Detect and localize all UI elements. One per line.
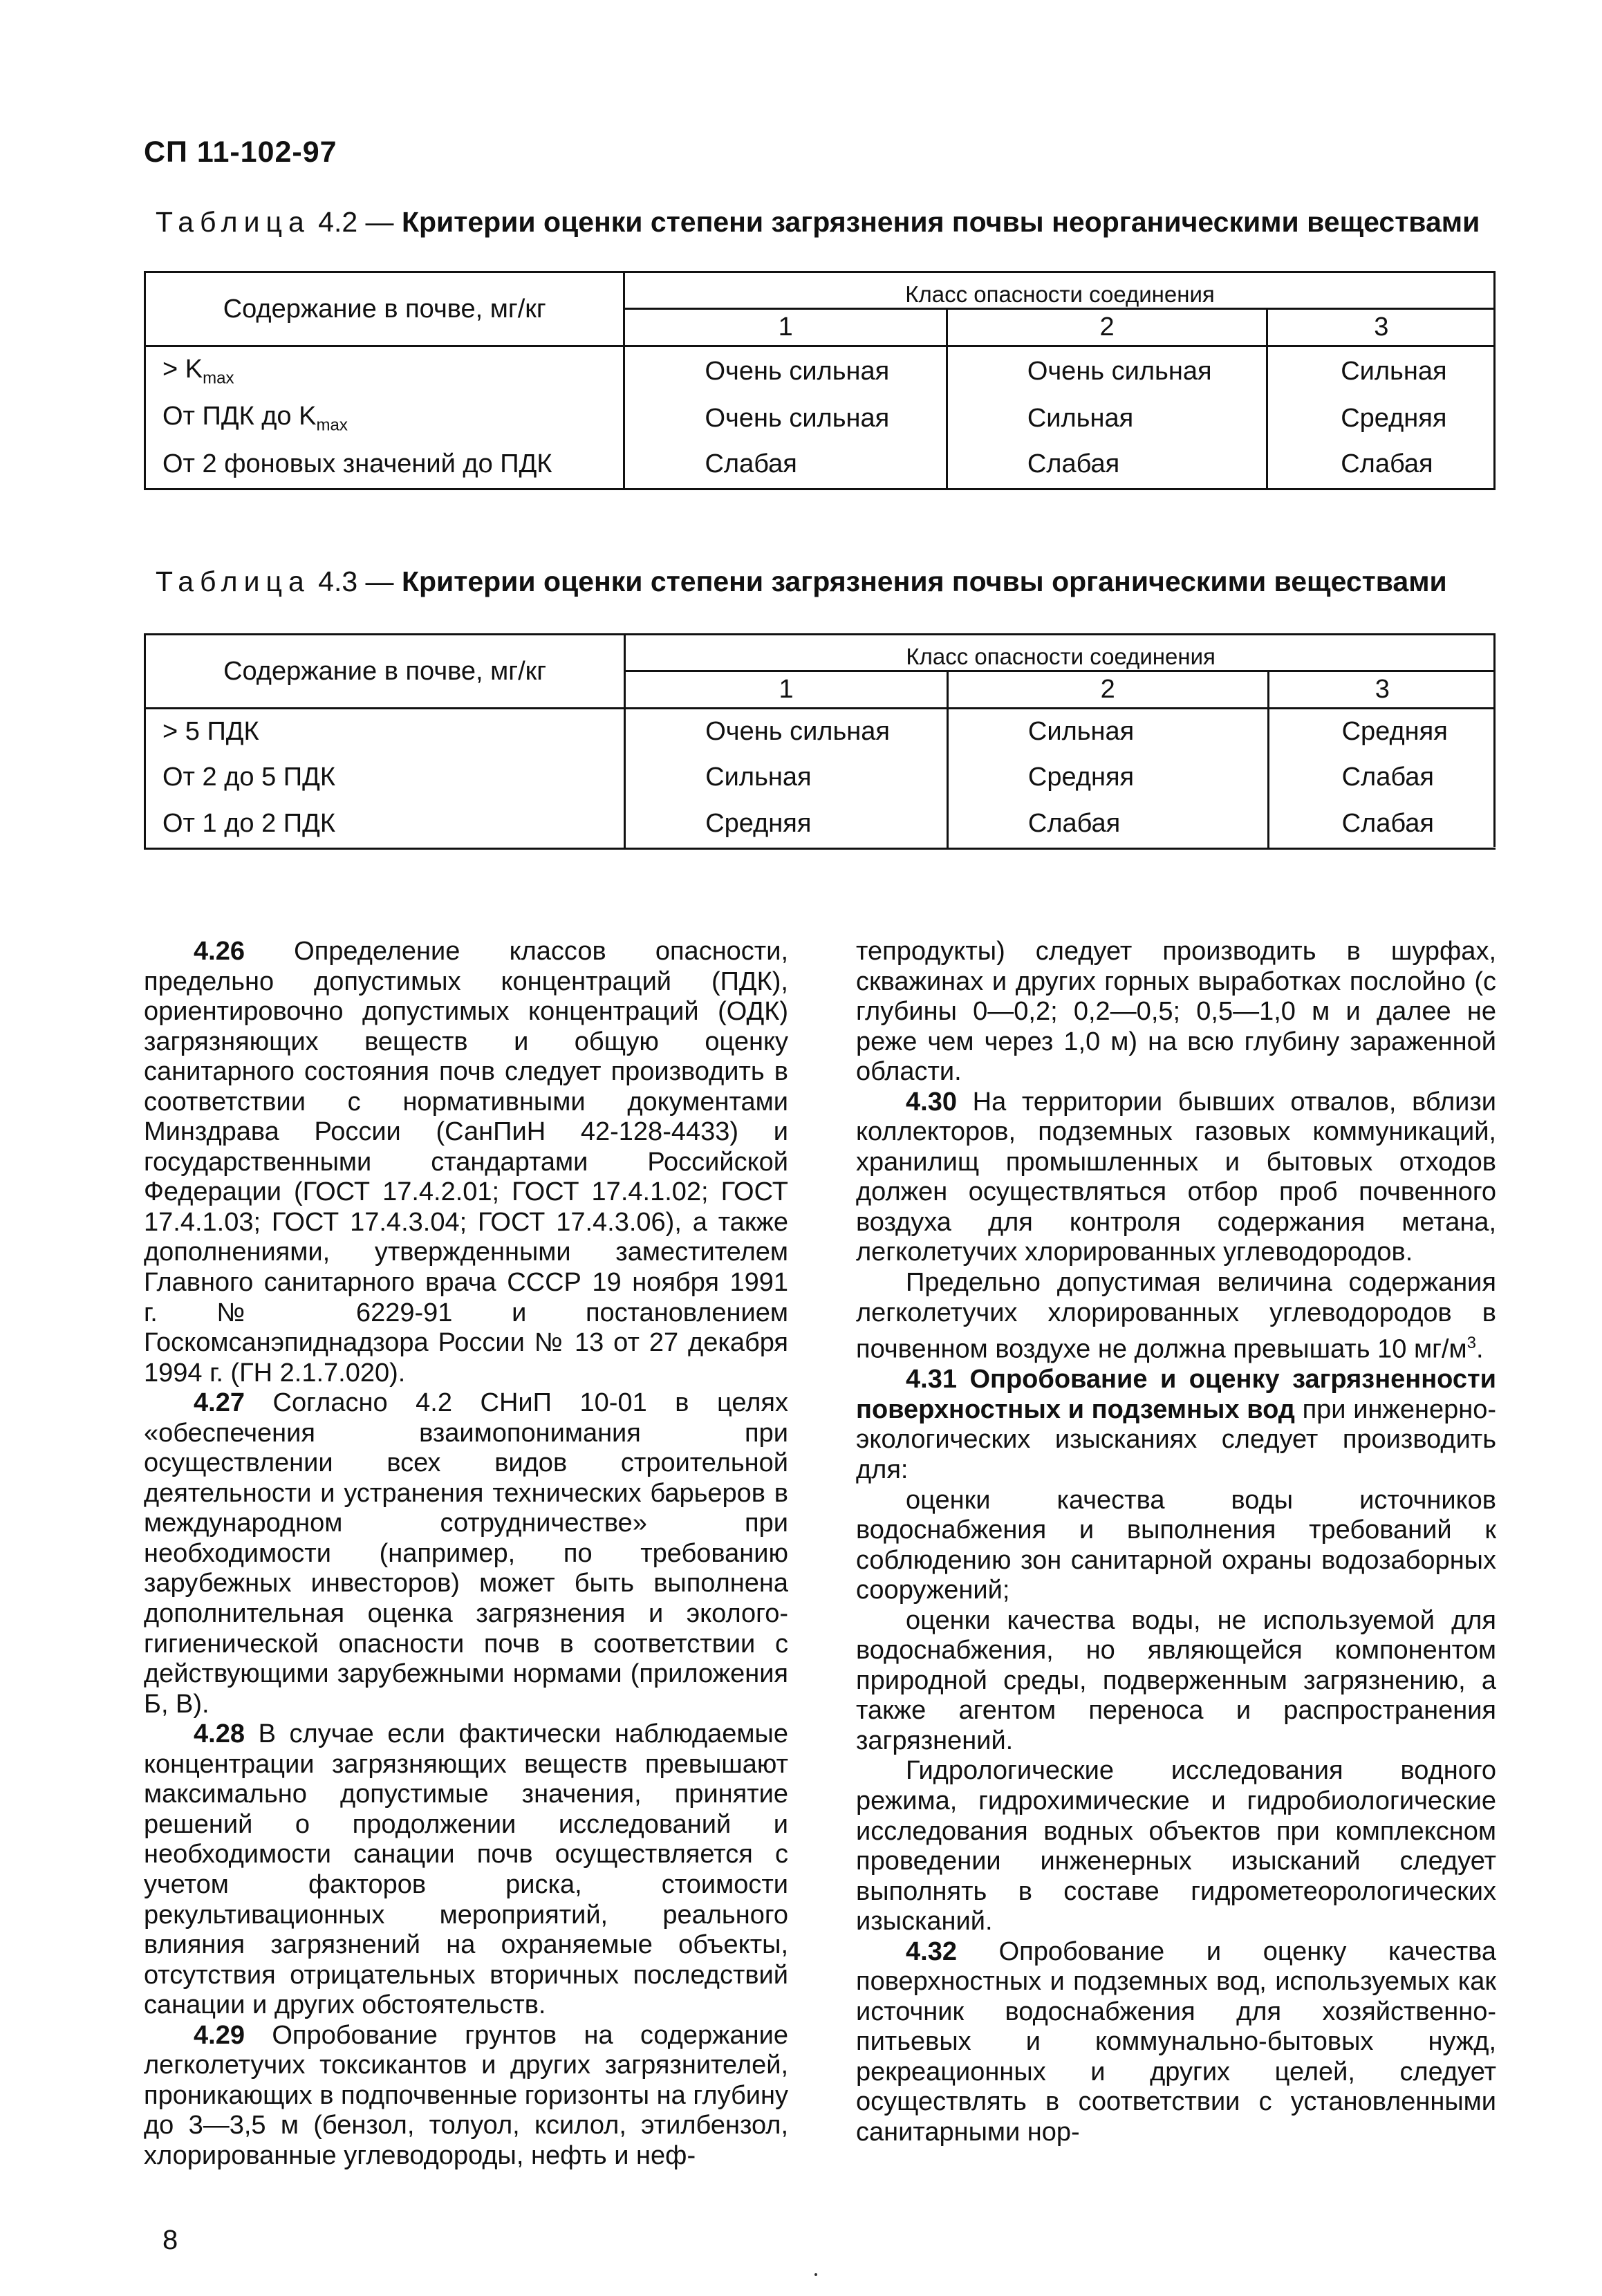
paragraph-4-26: 4.26 Определение классов опасности, предельно допустимых концентраций (ПДК), ориентировочно допустимых концентраций (ОДК) загрязняющих веществ и общую оценку санитарного состояния почв следует производить в соответствии с нормативными документами Минздрава России (СанПиН 42-128-4433) и государственными стандартами Российской Федерации (ГОСТ 17.4.2.01; ГОСТ 17.4.1.02; ГОСТ 17.4.1.03; ГОСТ 17.4.3.04; ГОСТ 17.4.3.06), а также дополнениями, утвержденными заместителем Главного санитарного врача СССР 19 ноября 1991 г. № 6229-91 и постановлением Госкомсанэпиднадзора России № 13 от 27 декабря 1994 г. (ГН 2.1.7.020). [144, 937, 788, 1388]
paragraph-4-30-limit: Предельно допустимая величина содержания легколетучих хлорированных углеводородов в почвенном воздухе не должна превышать 10 $мг/м^3$. [856, 1268, 1496, 1364]
left-text-column [144, 937, 788, 2171]
row-label: > 5 ПДК [145, 709, 625, 754]
table-row [145, 441, 1495, 489]
table-row [145, 801, 1496, 849]
table-cell: Сильная [625, 754, 948, 801]
page-number: 8 [162, 2225, 178, 2255]
right-text-column [856, 937, 1496, 2148]
table-right-border [1493, 271, 1496, 485]
table-cell: Очень сильная [624, 346, 947, 396]
table-row [145, 396, 1495, 441]
table-4-2-caption [156, 206, 1480, 239]
table-cell: Сильная [947, 396, 1267, 441]
header-class-1: 1 [625, 671, 948, 709]
paragraph-4-28: 4.28 В случае если фактически наблюдаемые концентрации загрязняющих веществ превышают максимально допустимые значения, принятие решений о продолжении исследований и необходимости санации почв осуществляется с учетом факторов риска, стоимости рекультивационных мероприятий, реального влияния загрязнений на охраняемые объекты, отсутствия отрицательных вторичных последствий санации и других обстоятельств. [144, 1719, 788, 2020]
table-right-border [1493, 633, 1496, 847]
table-row [145, 709, 1496, 754]
header-class-3: 3 [1268, 671, 1496, 709]
paragraph-4-32: 4.32 Опробование и оценку качества поверхностных и подземных вод, используемых как источник водоснабжения для хозяйственно-питьевых и коммунально-бытовых нужд, рекреационных и других целей, следует осуществлять в соответствии с установленными санитарными нор- [856, 1936, 1496, 2147]
table-number: 4.2 — [318, 206, 394, 238]
paragraph-4-27: 4.27 Согласно 4.2 СНиП 10-01 в целях «обеспечения взаимопонимания при осуществлении всех видов строительной деятельности и устранения технических барьеров в международном сотрудничестве» при необходимости (например, по требованию зарубежных инвесторов) может быть выполнена дополнительная оценка загрязнения и эколого-гигиенической опасности почв в соответствии с действующими зарубежными нормами (приложения Б, В). [144, 1388, 789, 1719]
list-item: оценки качества воды, не используемой для водоснабжения, но являющейся компонентом природной среды, подверженным загрязнению, а также агентом переноса и распространения загрязнений. [856, 1605, 1496, 1755]
header-soil-content: Содержание в почве, мг/кг [145, 635, 625, 709]
row-label: > $K_{max}$ [145, 346, 624, 396]
paragraph-4-30: 4.30 На территории бывших отвалов, вблизи коллекторов, подземных газовых коммуникаций, хранилищ промышленных и бытовых отходов должен осуществляться отбор проб почвенного воздуха для контроля содержания метана, легколетучих хлорированных углеводородов. [856, 1087, 1497, 1267]
row-label: От 2 до 5 ПДК [145, 754, 625, 801]
table-cell: Средняя [1267, 396, 1495, 441]
scan-dot [814, 2273, 817, 2276]
table-cell: Очень сильная [625, 709, 948, 754]
table-cell: Слабая [947, 801, 1268, 849]
table-cell: Слабая [1268, 801, 1496, 849]
table-cell: Слабая [1268, 754, 1496, 801]
table-cell: Средняя [1268, 709, 1496, 754]
header-class-1: 1 [624, 309, 947, 346]
row-label: От 1 до 2 ПДК [145, 801, 625, 849]
table-4-2 [144, 271, 1496, 490]
table-cell: Очень сильная [624, 396, 947, 441]
row-label: От ПДК до $K_{max}$ [145, 396, 624, 441]
table-cell: Средняя [947, 754, 1268, 801]
list-item: оценки качества воды источников водоснабжения и выполнения требований к соблюдению зон санитарной охраны водозаборных сооружений; [856, 1485, 1496, 1605]
header-hazard-class: Класс опасности соединения [625, 635, 1496, 671]
table-row [145, 754, 1496, 801]
table-4-3-caption [156, 566, 1447, 598]
paragraph-4-31-hydrology: Гидрологические исследования водного режима, гидрохимические и гидробиологические исследования водных объектов при комплексном проведении инженерных изысканий следует выполнять в составе гидрометеорологических изысканий. [856, 1756, 1496, 1936]
table-label: Таблица [156, 566, 310, 597]
paragraph-4-31: 4.31 Опробование и оценку загрязненности поверхностных и подземных вод при инженерно-экологических изысканиях следует производить для: [856, 1365, 1496, 1484]
document-header: СП 11-102-97 [144, 136, 337, 169]
paragraph-4-29-continued: тепродукты) следует производить в шурфах, скважинах и других горных выработках послойно (с глубины 0—0,2; 0,2—0,5; 0,5—1,0 м и далее не реже чем через 1,0 м) на всю глубину зараженной области. [856, 937, 1496, 1087]
header-hazard-class: Класс опасности соединения [624, 272, 1495, 309]
table-cell: Слабая [1267, 441, 1495, 489]
table-row [145, 346, 1495, 396]
table-cell: Средняя [625, 801, 948, 849]
header-class-3: 3 [1267, 309, 1495, 346]
table-cell: Слабая [947, 441, 1267, 489]
table-title: Критерии оценки степени загрязнения почвы органическими веществами [401, 566, 1447, 597]
table-4-3 [144, 633, 1496, 850]
table-cell: Сильная [1267, 346, 1495, 396]
row-label: От 2 фоновых значений до ПДК [145, 441, 624, 489]
header-class-2: 2 [947, 309, 1267, 346]
table-number: 4.3 — [318, 566, 394, 597]
paragraph-4-29: 4.29 Опробование грунтов на содержание легколетучих токсикантов и других загрязнителей, проникающих в подпочвенные горизонты на глубину до 3—3,5 м (бензол, толуол, ксилол, этилбензол, хлорированные углеводороды, нефть и неф- [144, 2020, 789, 2170]
table-title: Критерии оценки степени загрязнения почвы неорганическими веществами [401, 206, 1480, 238]
table-cell: Слабая [624, 441, 947, 489]
table-cell: Очень сильная [947, 346, 1267, 396]
header-soil-content: Содержание в почве, мг/кг [145, 272, 624, 346]
table-cell: Сильная [947, 709, 1268, 754]
header-class-2: 2 [947, 671, 1268, 709]
table-label: Таблица [156, 206, 310, 238]
